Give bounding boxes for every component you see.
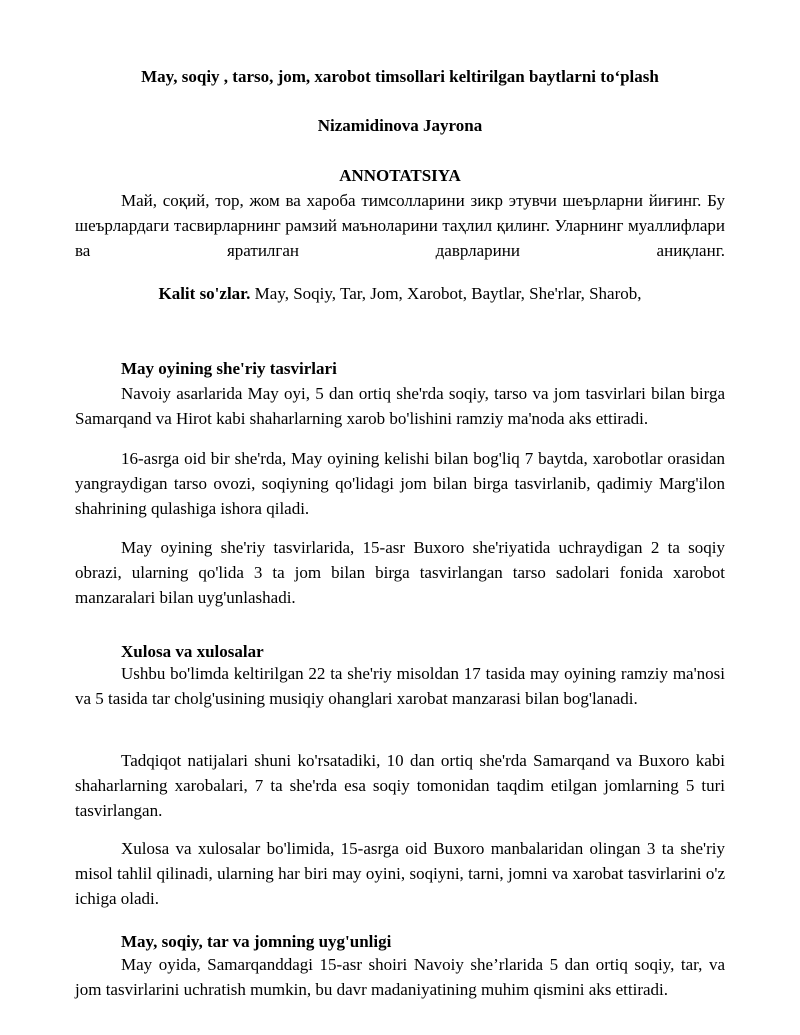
section-2-paragraph-1 xyxy=(75,661,725,711)
section-1-paragraph-3 xyxy=(75,535,725,610)
section-1-paragraph-1 xyxy=(75,381,725,431)
paragraph: Navoiy asarlarida May oyi, 5 dan ortiq she'rda soqiy, tarso va jom tasvirlari bilan birga Samarqand va Hirot kabi shaharlarning xarob bo'lishini ramziy ma'noda aks ettiradi. xyxy=(75,384,725,428)
section-2-paragraph-3 xyxy=(75,836,725,911)
paragraph: May oyining she'riy tasvirlarida, 15-asr Buxoro she'riyatida uchraydigan 2 ta soqiy obrazi, ularning qo'lida 3 ta jom bilan birga tasvirlangan tarso sadolari fonida xarobot manzaralari bilan uyg'unlashadi. xyxy=(75,538,725,607)
paragraph: Xulosa va xulosalar bo'limida, 15-asrga oid Buxoro manbalaridan olingan 3 ta she'riy misol tahlil qilinadi, ularning har biri may oyini, soqiyni, tarni, jomni va xarobat tasvirlarini o'z ichiga oladi. xyxy=(75,839,725,908)
section-heading-uygunlik: May, soqiy, tar va jomning uyg'unligi xyxy=(121,932,392,951)
keywords-label: Kalit so'zlar. xyxy=(158,284,251,303)
section-3-paragraph-1 xyxy=(75,952,725,1002)
annotation-paragraph: Май, соқий, тор, жом ва хароба тимсолларини зикр этувчи шеърларни йиғинг. Бу шеърлардаги тасвирларнинг рамзий маъноларини таҳлил қилинг. Уларнинг муаллифлари ва яратилган даврларини аниқланг. xyxy=(75,191,725,260)
section-1-paragraph-2 xyxy=(75,446,725,521)
keywords-list: May, Soqiy, Tar, Jom, Xarobot, Baytlar, She'rlar, Sharob, xyxy=(250,284,642,303)
paragraph: May oyida, Samarqanddagi 15-asr shoiri Navoiy she’rlarida 5 dan ortiq soqiy, tar, va jom tasvirlarini uchratish mumkin, bu davr madaniyatining muhim qismini aks ettiradi. xyxy=(75,955,725,999)
author-name: Nizamidinova Jayrona xyxy=(317,116,483,135)
keywords-line xyxy=(75,284,725,304)
document-title: May, soqiy , tarso, jom, xarobot timsollari keltirilgan baytlarni to‘plash xyxy=(141,67,659,86)
section-heading-xulosa: Xulosa va xulosalar xyxy=(121,642,264,661)
paragraph: Ushbu bo'limda keltirilgan 22 ta she'riy misoldan 17 tasida may oyining ramziy ma'nosi va 5 tasida tar cholg'usining musiqiy ohanglari xarobat manzarasi bilan bog'lanadi. xyxy=(75,664,725,708)
annotation-body xyxy=(75,188,725,263)
paragraph: 16-asrga oid bir she'rda, May oyining kelishi bilan bog'liq 7 baytda, xarobotlar orasidan yangraydigan tarso ovozi, soqiyning qo'lidagi jom bilan birga tasvirlanib, qadimiy Marg'ilon shahrining qulashiga ishora qiladi. xyxy=(75,449,725,518)
section-2-paragraph-2 xyxy=(75,748,725,823)
paragraph: Tadqiqot natijalari shuni ko'rsatadiki, 10 dan ortiq she'rda Samarqand va Buxoro kabi shaharlarning xarobalari, 7 ta she'rda esa soqiy tomonidan taqdim etilgan jomlarning 5 turi tasvirlangan. xyxy=(75,751,725,820)
annotation-heading: ANNOTATSIYA xyxy=(339,166,461,185)
section-heading-may-oyi: May oyining she'riy tasvirlari xyxy=(121,359,337,378)
